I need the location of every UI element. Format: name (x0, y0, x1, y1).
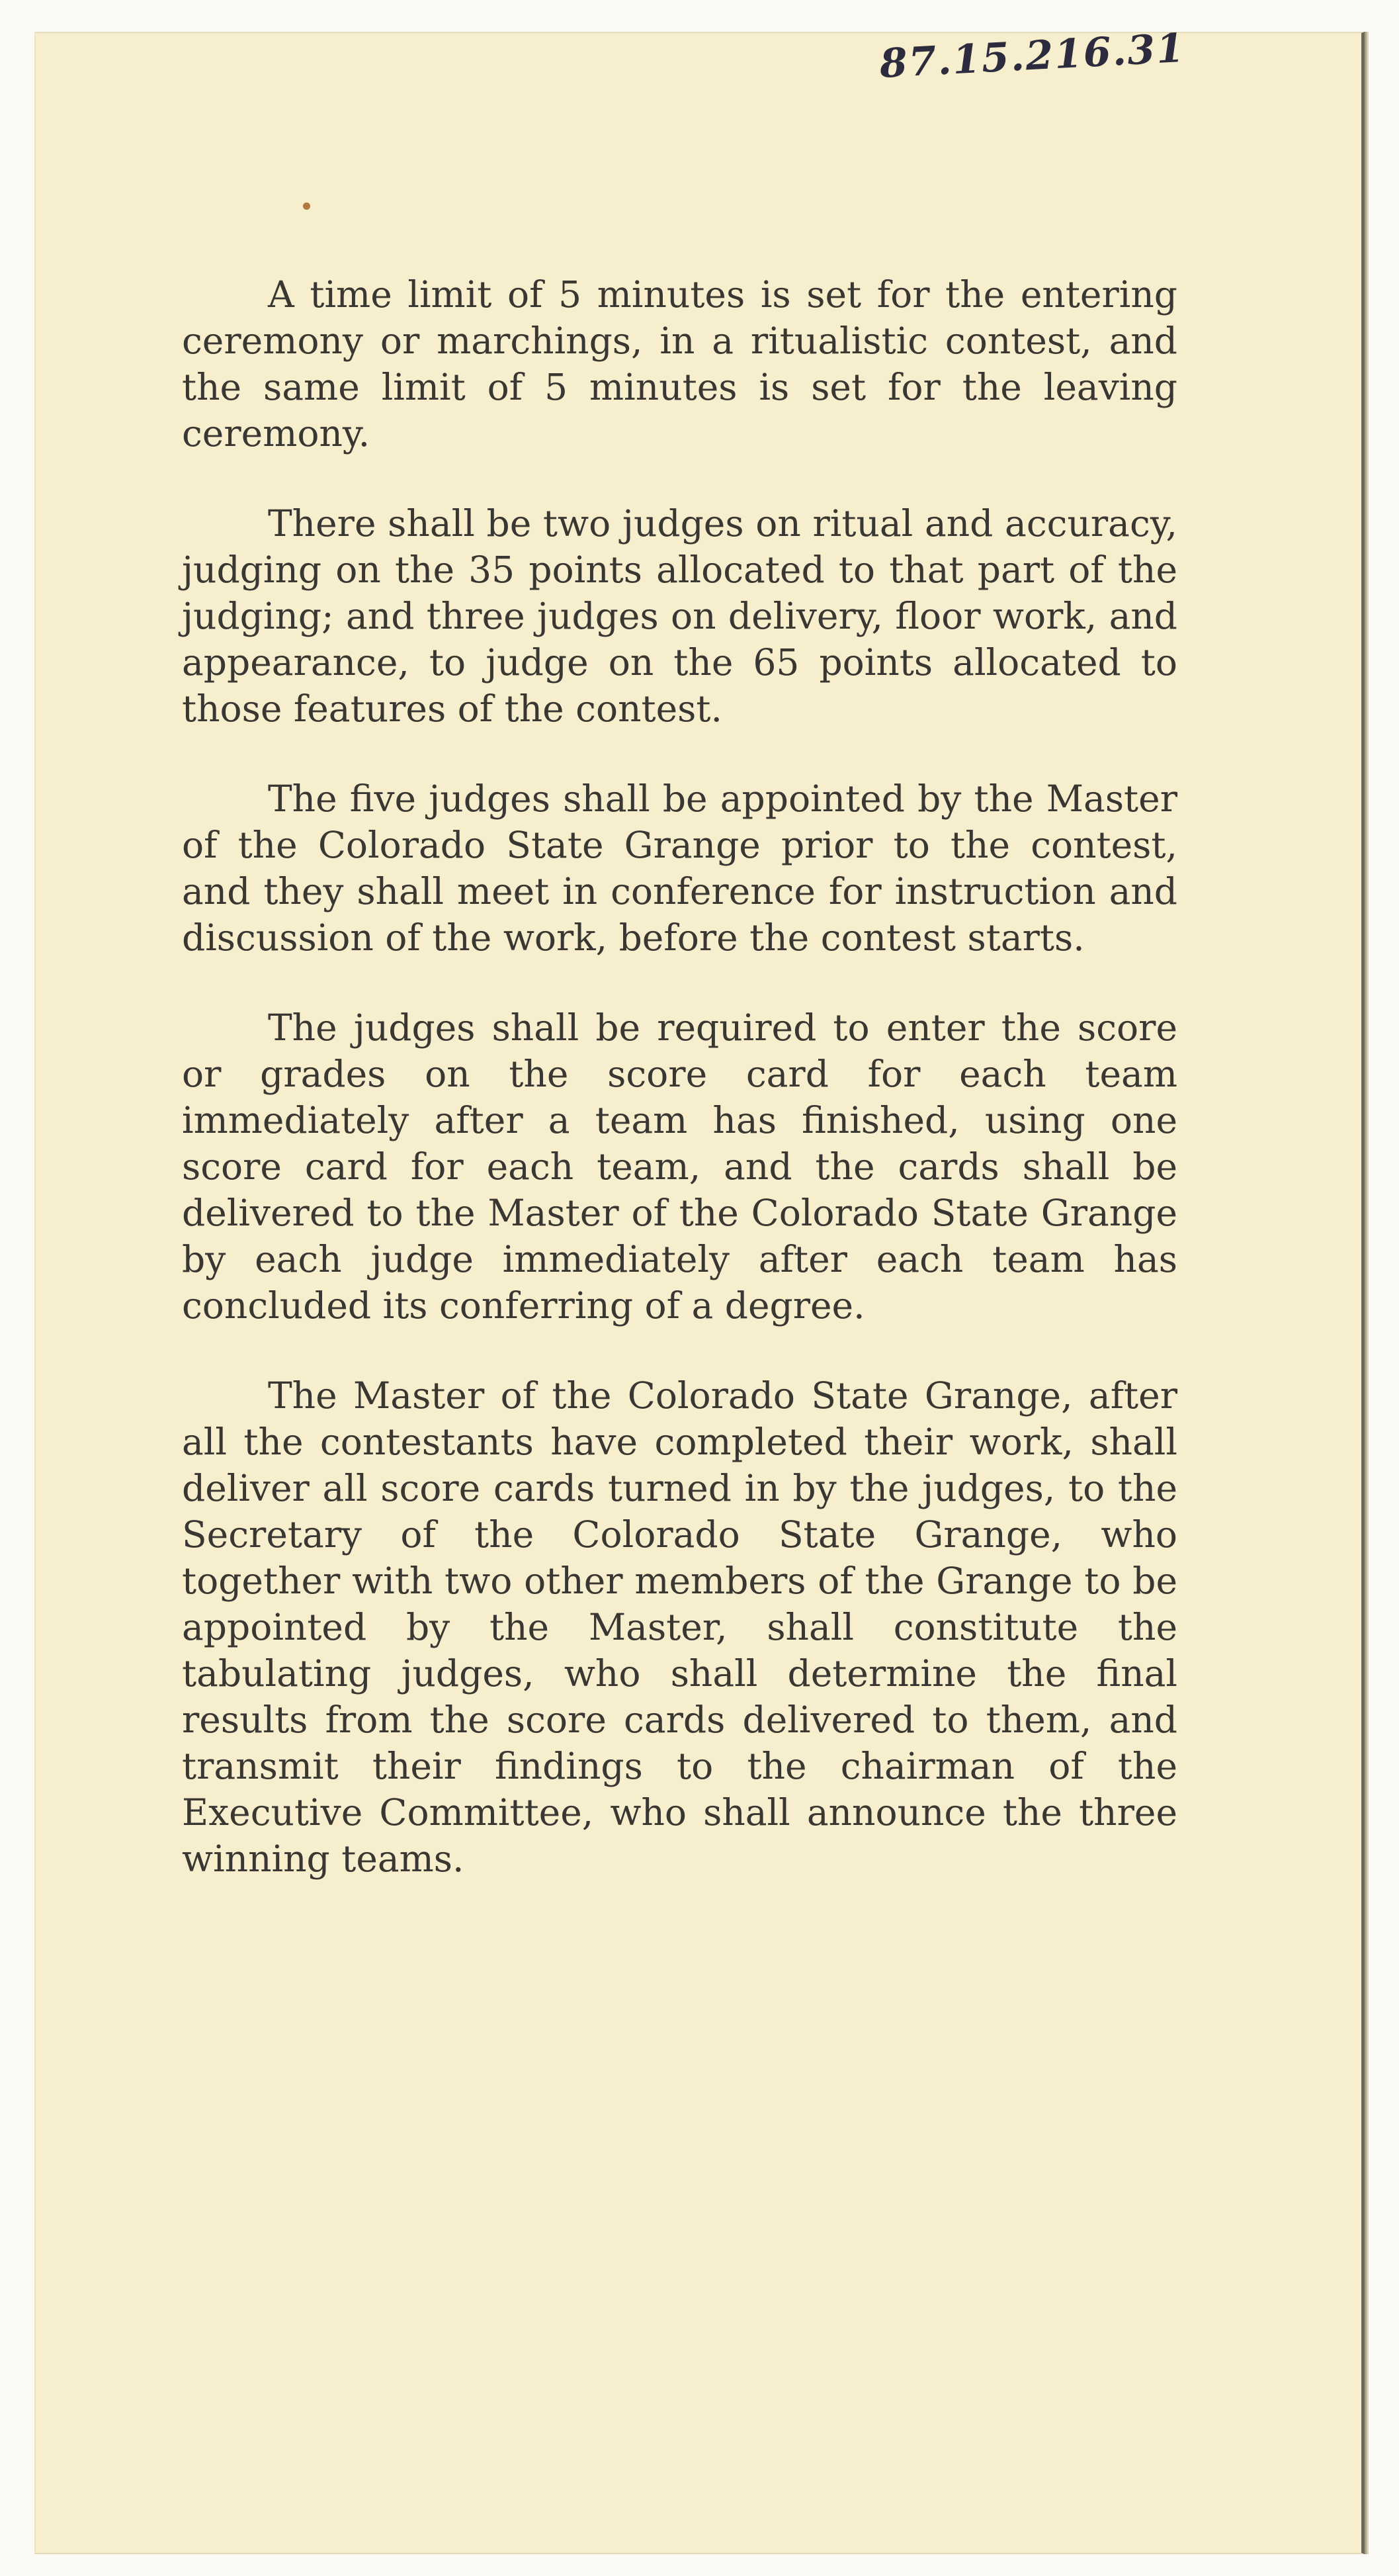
paper-blemish (303, 202, 310, 210)
paragraph-score-cards: The judges shall be required to enter the score or grades on the score card for each team immediately after a team has finished, using one score card for each team, and the cards shall be delivered to the Master of the Colorado State Grange by each judge immediately after each team has concluded its conferring of a degree. (182, 1006, 1177, 1327)
paragraph-judges-appointment: The five judges shall be appointed by the Master of the Colorado State Grange prior to the contest, and they shall meet in conference for instruction and discussion of the work, before the contest starts. (182, 777, 1177, 959)
paragraph-tabulating-judges: The Master of the Colorado State Grange, after all the contestants have completed their work, shall deliver all score cards turned in by the judges, to the Secretary of the Colorado State Grange, who together with two other members of the Grange to be appointed by the Master, shall constitute the tabulating judges, who shall determine the final results from the score cards delivered to them, and transmit their findings to the chairman of the Executive Committee, who shall announce the three winning teams. (182, 1374, 1177, 1880)
accession-number: 87.15.216.31 (878, 24, 1187, 87)
paragraph-time-limit: A time limit of 5 minutes is set for the entering ceremony or marchings, in a ritualistic contest, and the same limit of 5 minutes is set for the leaving ceremony. (182, 273, 1177, 455)
body-text (182, 271, 1177, 1926)
paragraph-judges-allocation: There shall be two judges on ritual and accuracy, judging on the 35 points allocated to that part of the judging; and three judges on delivery, floor work, and appearance, to judge on the 65 points allocated to those features of the contest. (182, 502, 1177, 730)
